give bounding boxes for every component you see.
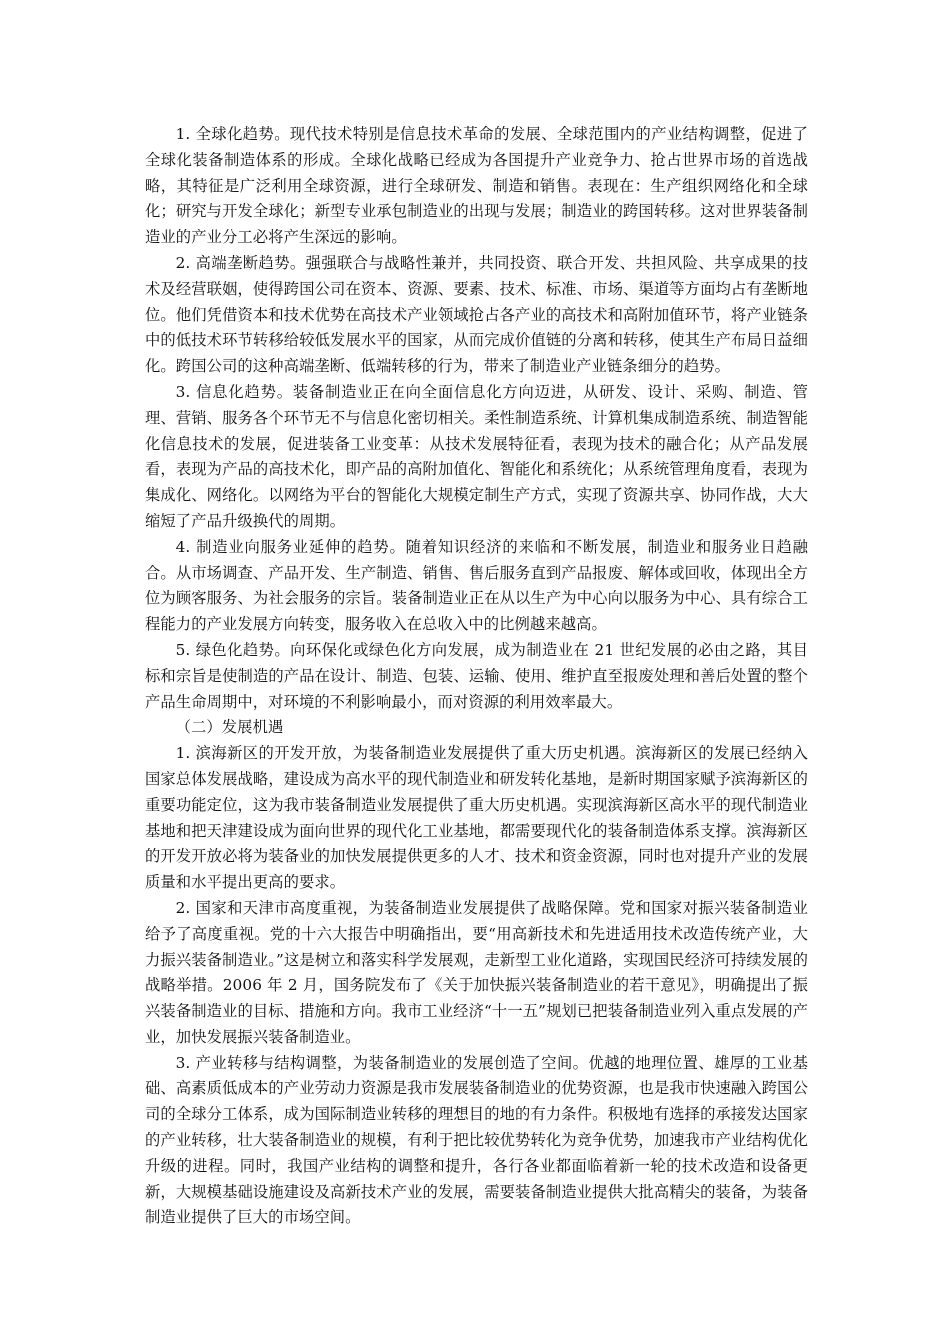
trend-paragraph-informatization: 3. 信息化趋势。装备制造业正在向全面信息化方向迈进，从研发、设计、采购、制造、管理、营销、服务各个环节无不与信息化密切相关。柔性制造系统、计算机集成制造系统、制造智能化信息技术的发展，促进装备工业变革：从技术发展特征看，表现为技术的融合化；从产品发展看，表现为产品的高技术化，即产品的高附加值化、智能化和系统化；从系统管理角度看，表现为集成化、网络化。以网络为平台的智能化大规模定制生产方式，实现了资源共享、协同作战，大大缩短了产品升级换代的周期。 — [145, 382, 808, 530]
trend-paragraph-high-end-monopoly: 2. 高端垄断趋势。强强联合与战略性兼并，共同投资、联合开发、共担风险、共享成果的技术及经营联姻，使得跨国公司在资本、资源、要素、技术、标准、市场、渠道等方面均占有垄断地位。他们凭借资本和技术优势在高技术产业领域抢占各产业的高技术和高附加值环节，将产业链条中的低技术环节转移给较低发展水平的国家，从而完成价值链的分离和转移，使其生产布局日益细化。跨国公司的这种高端垄断、低端转移的行为，带来了制造业产业链条细分的趋势。 — [145, 253, 808, 376]
document-page — [145, 122, 808, 1231]
trend-paragraph-green: 5. 绿色化趋势。向环保化或绿色化方向发展，成为制造业在 21 世纪发展的必由之路，其目标和宗旨是使制造的产品在设计、制造、包装、运输、使用、维护直至报废处理和善后处置的整个产品生命周期中，对环境的不利影响最小，而对资源的利用效率最大。 — [145, 640, 808, 711]
opportunity-paragraph-industry-transfer: 3. 产业转移与结构调整，为装备制造业的发展创造了空间。优越的地理位置、雄厚的工业基础、高素质低成本的产业劳动力资源是我市发展装备制造业的优势资源，也是我市快速融入跨国公司的全球分工体系，成为国际制造业转移的理想目的地的有力条件。积极地有选择的承接发达国家的产业转移，壮大装备制造业的规模，有利于把比较优势转化为竞争优势，加速我市产业结构优化升级的进程。同时，我国产业结构的调整和提升，各行各业都面临着新一轮的技术改造和设备更新，大规模基础设施建设及高新技术产业的发展，需要装备制造业提供大批高精尖的装备，为装备制造业提供了巨大的市场空间。 — [145, 1053, 808, 1227]
section-heading: （二）发展机遇 — [175, 718, 284, 737]
trend-paragraph-globalization: 1. 全球化趋势。现代技术特别是信息技术革命的发展、全球范围内的产业结构调整，促进了全球化装备制造体系的形成。全球化战略已经成为各国提升产业竞争力、抢占世界市场的首选战略，其特征是广泛利用全球资源，进行全球研发、制造和销售。表现在：生产组织网络化和全球化；研究与开发全球化；新型专业承包制造业的出现与发展；制造业的跨国转移。这对世界装备制造业的产业分工必将产生深远的影响。 — [145, 125, 808, 247]
opportunity-paragraph-binhai: 1. 滨海新区的开发开放，为装备制造业发展提供了重大历史机遇。滨海新区的发展已经纳入国家总体发展战略，建设成为高水平的现代制造业和研发转化基地，是新时期国家赋予滨海新区的重要功能定位，这为我市装备制造业发展提供了重大历史机遇。实现滨海新区高水平的现代制造业基地和把天津建设成为面向世界的现代化工业基地，都需要现代化的装备制造体系支撑。滨海新区的开发开放必将为装备业的加快发展提供更多的人才、技术和资金资源，同时也对提升产业的发展质量和水平提出更高的要求。 — [145, 744, 808, 892]
trend-paragraph-service-extension: 4. 制造业向服务业延伸的趋势。随着知识经济的来临和不断发展，制造业和服务业日趋融合。从市场调查、产品开发、生产制造、销售、售后服务直到产品报废、解体或回收，体现出全方位为顾客服务、为社会服务的宗旨。装备制造业正在从以生产为中心向以服务为中心、具有综合工程能力的产业发展方向转变，服务收入在总收入中的比例越来越高。 — [145, 537, 808, 634]
opportunity-paragraph-national-support: 2. 国家和天津市高度重视，为装备制造业发展提供了战略保障。党和国家对振兴装备制造业给予了高度重视。党的十六大报告中明确指出，要“用高新技术和先进适用技术改造传统产业，大力振兴装备制造业。”这是树立和落实科学发展观，走新型工业化道路，实现国民经济可持续发展的战略举措。2006 年 2 月，国务院发布了《关于加快振兴装备制造业的若干意见》，明确提出了振兴装备制造业的目标、措施和方向。我市工业经济“十一五”规划已把装备制造业列入重点发展的产业，加快发展振兴装备制造业。 — [145, 898, 808, 1046]
